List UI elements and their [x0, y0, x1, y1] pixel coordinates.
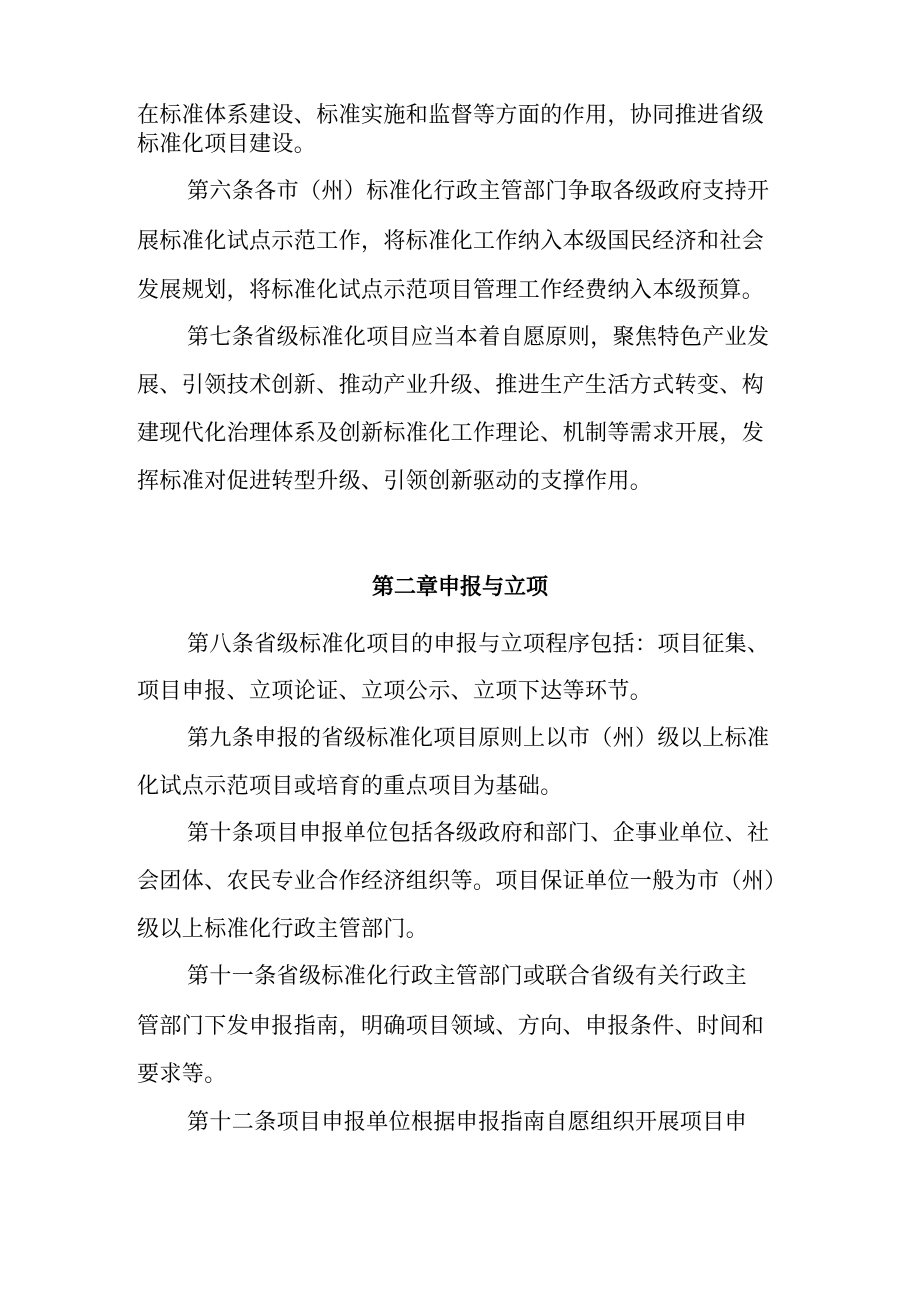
article-12-line: 第十二条项目申报单位根据申报指南自愿组织开展项目申 [187, 1110, 748, 1135]
article-10-line: 级以上标准化行政主管部门。 [137, 917, 429, 942]
article-6-line: 第六条各市（州）标准化行政主管部门争取各级政府支持开 [187, 179, 770, 204]
article-9-line: 化试点示范项目或培育的重点项目为基础。 [137, 774, 563, 799]
article-10-line: 会团体、农民专业合作经济组织等。项目保证单位一般为市（州） [137, 869, 787, 894]
article-11-line: 第十一条省级标准化行政主管部门或联合省级有关行政主 [187, 964, 748, 989]
paragraph-line: 在标准体系建设、标准实施和监督等方面的作用，协同推进省级 [137, 103, 765, 128]
article-8-line: 第八条省级标准化项目的申报与立项程序包括：项目征集、 [187, 632, 770, 657]
chapter-2-heading: 第二章申报与立项 [371, 575, 548, 600]
article-11-line: 管部门下发申报指南，明确项目领域、方向、申报条件、时间和 [137, 1014, 765, 1039]
article-10-line: 第十条项目申报单位包括各级政府和部门、企事业单位、社 [187, 821, 770, 846]
article-9-line: 第九条申报的省级标准化项目原则上以市（州）级以上标准 [187, 726, 770, 751]
article-8-line: 项目申报、立项论证、立项公示、立项下达等环节。 [137, 679, 653, 704]
article-7-line: 挥标准对促进转型升级、引领创新驱动的支撑作用。 [137, 469, 653, 494]
article-7-line: 建现代化治理体系及创新标准化工作理论、机制等需求开展，发 [137, 421, 765, 446]
article-11-line: 要求等。 [137, 1062, 227, 1087]
article-6-line: 发展规划，将标准化试点示范项目管理工作经费纳入本级预算。 [137, 278, 765, 303]
article-7-line: 展、引领技术创新、推动产业升级、推进生产生活方式转变、构 [137, 373, 765, 398]
article-6-line: 展标准化试点示范工作，将标准化工作纳入本级国民经济和社会 [137, 229, 765, 254]
article-7-line: 第七条省级标准化项目应当本着自愿原则，聚焦特色产业发 [187, 325, 770, 350]
paragraph-line: 标准化项目建设。 [137, 132, 317, 157]
